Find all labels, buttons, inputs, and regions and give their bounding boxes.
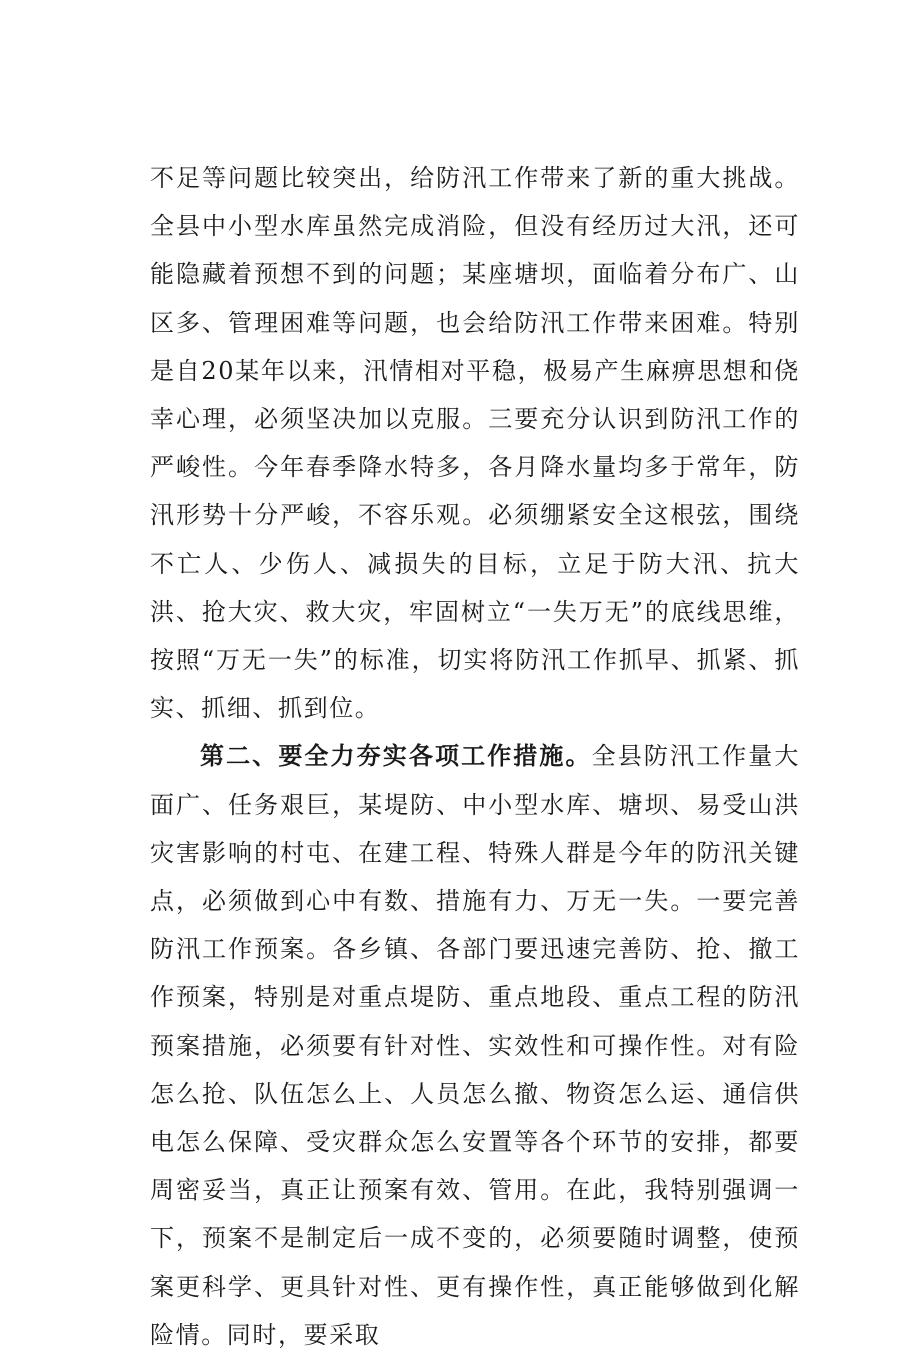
paragraph-section-two xyxy=(150,732,800,1359)
paragraph-text: 不足等问题比较突出，给防汛工作带来了新的重大挑战。全县中小型水库虽然完成消险，但没有经历过大汛，还可能隐藏着预想不到的问题；某座塘坝，面临着分布广、山区多、管理困难等问题，也会给防汛工作带来困难。特别是自20某年以来，汛情相对平稳，极易产生麻痹思想和侥幸心理，必须坚决加以克服。三要充分认识到防汛工作的严峻性。今年春季降水特多，各月降水量均多于常年，防汛形势十分严峻，不容乐观。必须绷紧安全这根弦，围绕不亡人、少伤人、减损失的目标，立足于防大汛、抗大洪、抢大灾、救大灾，牢固树立“一失万无”的底线思维，按照“万无一失”的标准，切实将防汛工作抓早、抓紧、抓实、抓细、抓到位。 xyxy=(150,164,800,723)
paragraph-lead-heading: 第二、要全力夯实各项工作措施。 xyxy=(200,741,592,771)
document-body xyxy=(150,154,800,1359)
paragraph-continuation xyxy=(150,154,800,732)
paragraph-text: 全县防汛工作量大面广、任务艰巨，某堤防、中小型水库、塘坝、易受山洪灾害影响的村屯、在建工程、特殊人群是今年的防汛关键点，必须做到心中有数、措施有力、万无一失。一要完善防汛工作预案。各乡镇、各部门要迅速完善防、抢、撤工作预案，特别是对重点堤防、重点地段、重点工程的防汛预案措施，必须要有针对性、实效性和可操作性。对有险怎么抢、队伍怎么上、人员怎么撤、物资怎么运、通信供电怎么保障、受灾群众怎么安置等各个环节的安排，都要周密妥当，真正让预案有效、管用。在此，我特别强调一下，预案不是制定后一成不变的，必须要随时调整，使预案更科学、更具针对性、更有操作性，真正能够做到化解险情。同时，要采取 xyxy=(150,742,800,1349)
